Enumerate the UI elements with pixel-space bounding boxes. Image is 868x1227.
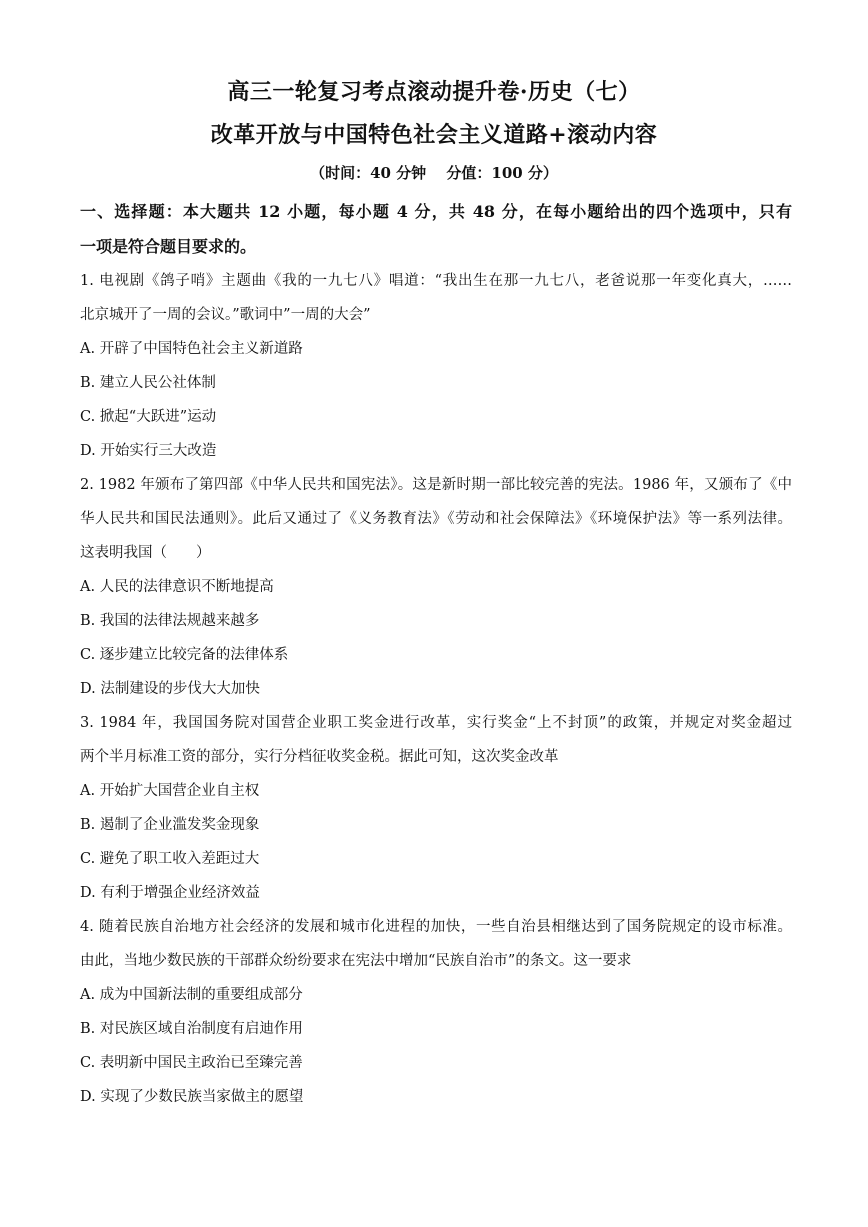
exam-subtitle: 改革开放与中国特色社会主义道路+滚动内容: [210, 122, 658, 148]
question-1-option-a: A. 开辟了中国特色社会主义新道路: [80, 341, 303, 357]
question-1-option-d: D. 开始实行三大改造: [80, 443, 217, 459]
question-1-option-b: B. 建立人民公社体制: [80, 375, 216, 391]
question-2-option-a: A. 人民的法律意识不断地提高: [80, 579, 274, 595]
question-2-stem-end: 这表明我国（ ）: [80, 545, 211, 561]
question-4-option-c: C. 表明新中国民主政治已至臻完善: [80, 1055, 303, 1071]
question-1-stem-cont: 北京城开了一周的会议。”歌词中”一周的大会”: [80, 307, 371, 323]
question-4-option-b: B. 对民族区域自治制度有启迪作用: [80, 1021, 303, 1037]
section-heading: 一、选择题：本大题共 12 小题，每小题 4 分，共 48 分，在每小题给出的四个选项中，只有: [80, 202, 792, 221]
question-1-option-c: C. 掀起“大跃进”运动: [80, 409, 217, 425]
question-3-stem-cont: 两个半月标准工资的部分，实行分档征收奖金税。据此可知，这次奖金改革: [80, 749, 559, 765]
question-2-option-b: B. 我国的法律法规越来越多: [80, 613, 260, 629]
question-3-option-b: B. 遏制了企业滥发奖金现象: [80, 817, 260, 833]
question-3-option-a: A. 开始扩大国营企业自主权: [80, 783, 260, 799]
exam-meta: （时间：40 分钟 分值：100 分）: [310, 164, 558, 182]
question-1-stem: 1. 电视剧《鸽子哨》主题曲《我的一九七八》唱道：“我出生在那一九七八，老爸说那一年变化真大，……: [80, 273, 792, 289]
question-4-stem-cont: 由此，当地少数民族的干部群众纷纷要求在宪法中增加“民族自治市”的条文。这一要求: [80, 953, 632, 969]
question-2-stem: 2. 1982 年颁布了第四部《中华人民共和国宪法》。这是新时期一部比较完善的宪法。1986 年，又颁布了《中: [80, 477, 792, 493]
question-3-option-d: D. 有利于增强企业经济效益: [80, 885, 260, 901]
question-2-stem-cont: 华人民共和国民法通则》。此后又通过了《义务教育法》《劳动和社会保障法》《环境保护法》等一系列法律。: [80, 511, 792, 527]
question-2-option-d: D. 法制建设的步伐大大加快: [80, 681, 260, 697]
question-3-stem: 3. 1984 年，我国国务院对国营企业职工奖金进行改革，实行奖金“上不封顶”的政策，并规定对奖金超过: [80, 715, 792, 731]
question-4-stem: 4. 随着民族自治地方社会经济的发展和城市化进程的加快，一些自治县相继达到了国务院规定的设市标准。: [80, 919, 792, 935]
question-3-option-c: C. 避免了职工收入差距过大: [80, 851, 260, 867]
exam-title: 高三一轮复习考点滚动提升卷·历史（七）: [227, 79, 641, 105]
question-4-option-d: D. 实现了少数民族当家做主的愿望: [80, 1089, 304, 1105]
question-2-option-c: C. 逐步建立比较完备的法律体系: [80, 647, 289, 663]
question-4-option-a: A. 成为中国新法制的重要组成部分: [80, 987, 303, 1003]
section-heading-cont: 一项是符合题目要求的。: [80, 237, 257, 256]
